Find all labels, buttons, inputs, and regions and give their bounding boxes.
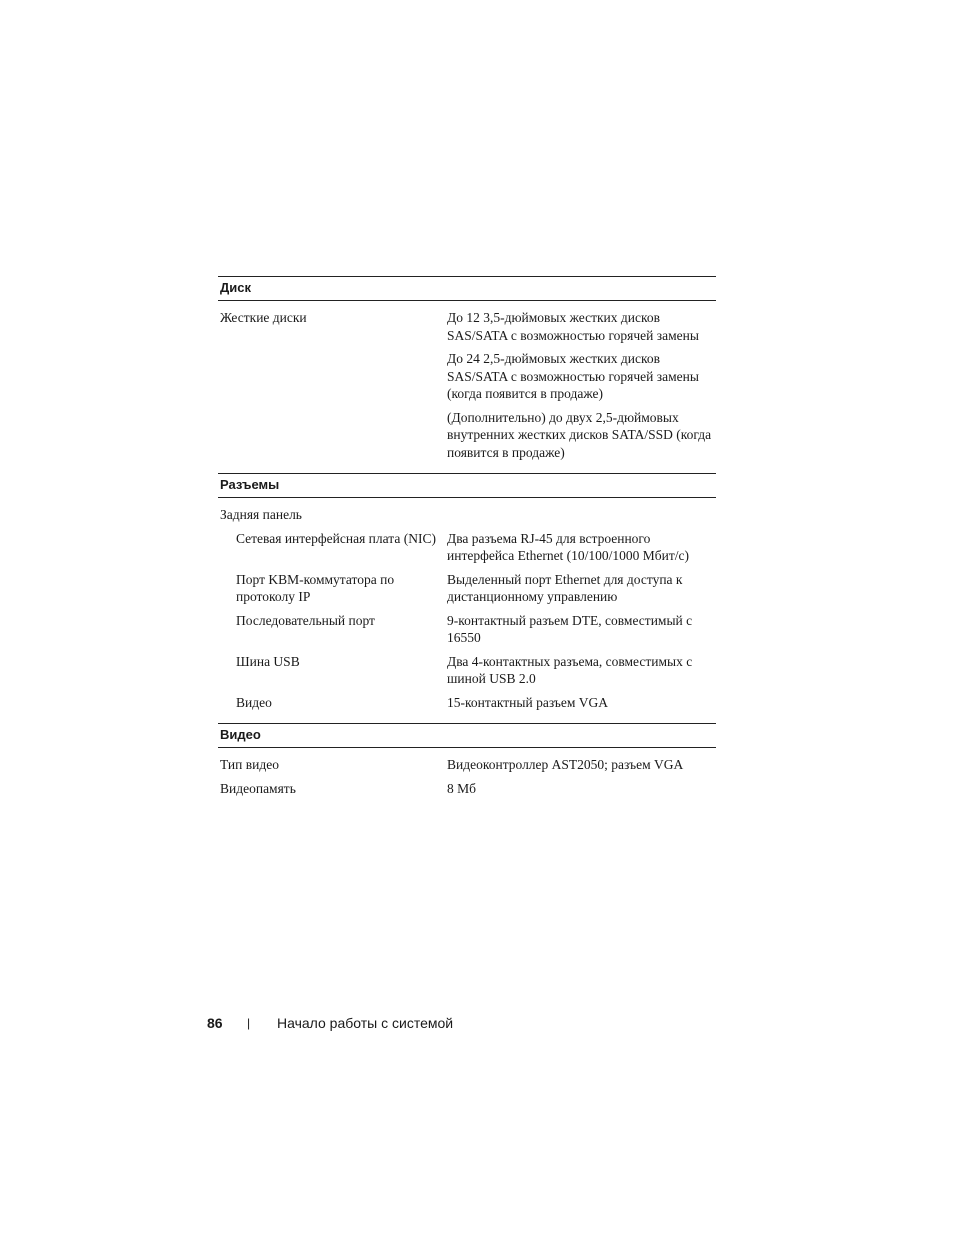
- spec-value-line: До 12 3,5-дюймовых жестких дисков SAS/SATA с возможностью горячей замены: [447, 310, 699, 343]
- spec-row: [218, 612, 716, 647]
- spec-value-line: (Дополнительно) до двух 2,5-дюймовых внутренних жестких дисков SATA/SSD (когда появится в продаже): [447, 409, 712, 460]
- spec-value-line: Выделенный порт Ethernet для доступа к дистанционному управлению: [447, 571, 683, 604]
- spec-value: [447, 530, 716, 565]
- spec-value: [447, 653, 716, 688]
- page-number: 86: [207, 1015, 223, 1031]
- section-heading: Разъемы: [218, 473, 716, 498]
- spec-value: [447, 780, 716, 798]
- spec-value-line: 9-контактный разъем DTE, совместимый с 16550: [447, 612, 693, 645]
- spec-value-line: 15-контактный разъем VGA: [447, 694, 609, 710]
- section-heading: Видео: [218, 723, 716, 748]
- spec-label: Задняя панель: [220, 507, 302, 522]
- spec-label: Сетевая интерфейсная плата (NIC): [236, 530, 436, 546]
- spec-row: [218, 571, 716, 606]
- spec-label: Тип видео: [220, 757, 279, 772]
- footer-separator: |: [247, 1016, 251, 1030]
- spec-value: [447, 506, 716, 524]
- spec-row: [218, 780, 716, 798]
- spec-label: Видеопамять: [220, 780, 296, 796]
- spec-row: [218, 694, 716, 712]
- spec-row: [218, 309, 716, 461]
- section-rows: [218, 301, 716, 473]
- spec-value-line: Видеоконтроллер AST2050; разъем VGA: [447, 757, 684, 772]
- section-heading: Диск: [218, 276, 716, 301]
- spec-value-line: Два 4-контактных разъема, совместимых с шиной USB 2.0: [447, 653, 693, 686]
- spec-value: [447, 694, 716, 712]
- spec-value-line: 8 Мб: [447, 780, 476, 796]
- spec-label: Порт KBM-коммутатора по протоколу IP: [236, 571, 395, 604]
- spec-row: [218, 756, 716, 774]
- spec-value: [447, 612, 716, 647]
- spec-row: [218, 530, 716, 565]
- spec-value-line: Два разъема RJ-45 для встроенного интерфейса Ethernet (10/100/1000 Мбит/с): [447, 530, 690, 563]
- spec-value-line: До 24 2,5-дюймовых жестких дисков SAS/SATA с возможностью горячей замены (когда появится в продаже): [447, 351, 699, 401]
- spec-label: Жесткие диски: [220, 310, 307, 325]
- spec-value: [447, 756, 716, 774]
- chapter-title: Начало работы с системой: [277, 1015, 454, 1031]
- section-rows: [218, 498, 716, 723]
- spec-table: [218, 276, 716, 809]
- spec-label: Последовательный порт: [236, 612, 375, 628]
- spec-value: [447, 309, 716, 461]
- spec-label: Шина USB: [236, 653, 300, 669]
- spec-label: Видео: [236, 694, 272, 710]
- spec-value: [447, 571, 716, 606]
- page-footer: [207, 1015, 453, 1031]
- section-rows: [218, 748, 716, 809]
- spec-row: [218, 506, 716, 524]
- spec-row: [218, 653, 716, 688]
